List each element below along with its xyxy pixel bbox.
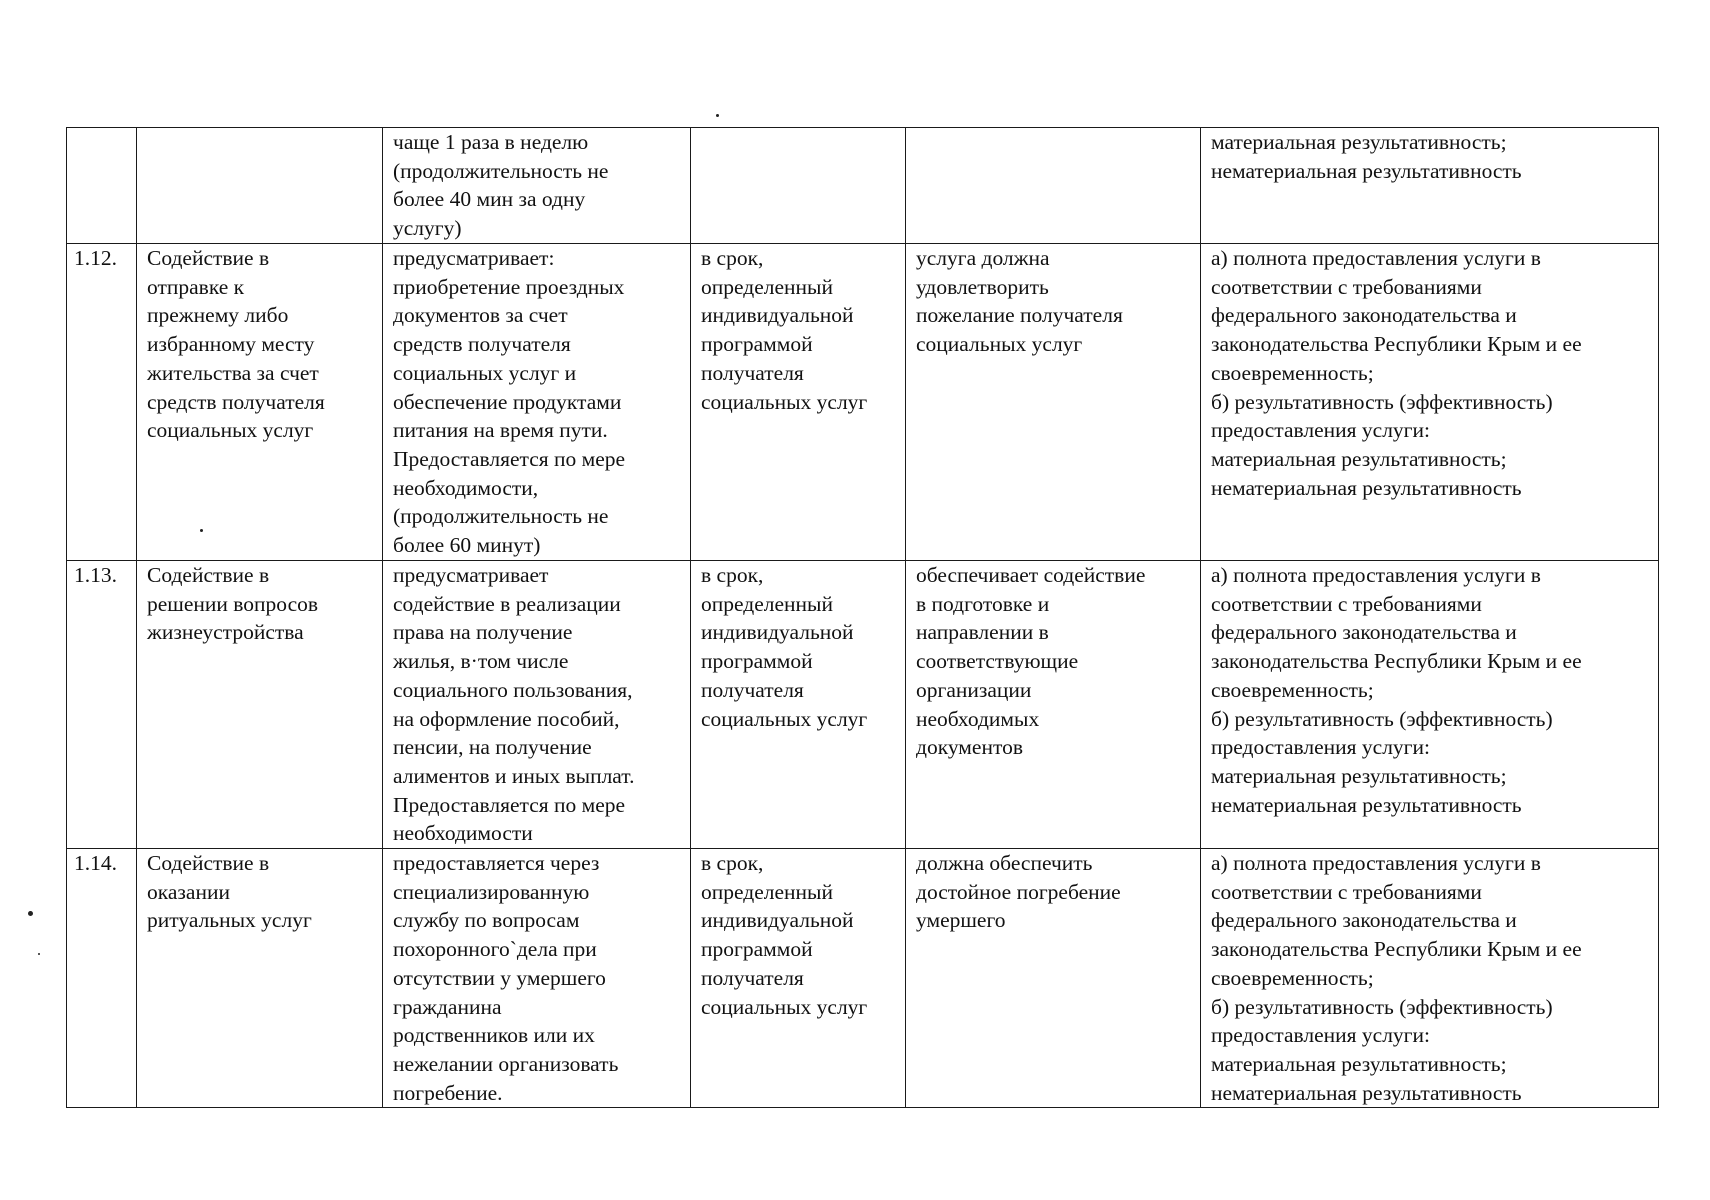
table-row	[67, 244, 1659, 561]
service-quality-cell: услуга должна удовлетворить пожелание получателя социальных услуг	[906, 244, 1201, 561]
table-row	[67, 561, 1659, 849]
service-quality-cell: должна обеспечить достойное погребение умершего	[906, 849, 1201, 1108]
service-name-cell: Содействие в отправке к прежнему либо избранному месту жительства за счет средств получателя социальных услуг	[137, 244, 383, 561]
scan-speck	[38, 953, 40, 955]
service-term-cell	[691, 128, 906, 244]
service-name-cell: Содействие в оказании ритуальных услуг	[137, 849, 383, 1108]
service-number-cell: 1.12.	[67, 244, 137, 561]
table-row	[67, 849, 1659, 1108]
service-quality-cell: обеспечивает содействие в подготовке и направлении в соответствующие организации необходимых документов	[906, 561, 1201, 849]
service-number-cell	[67, 128, 137, 244]
service-term-cell: в срок, определенный индивидуальной программой получателя социальных услуг	[691, 849, 906, 1108]
service-number-cell: 1.14.	[67, 849, 137, 1108]
service-content-cell: чаще 1 раза в неделю (продолжительность не более 40 мин за одну услугу)	[383, 128, 691, 244]
services-table	[66, 127, 1659, 1108]
scan-speck	[28, 911, 33, 916]
service-evaluation-cell: материальная результативность; нематериальная результативность	[1201, 128, 1659, 244]
service-evaluation-cell: а) полнота предоставления услуги в соответствии с требованиями федерального законодательства и законодательства Республики Крым и ее своевременность; б) результативность (эффективность) предоставления услуги: материальная результативность; нематериальная результативность	[1201, 561, 1659, 849]
table-row	[67, 128, 1659, 244]
service-content-cell: предусматривает: приобретение проездных документов за счет средств получателя социальных услуг и обеспечение продуктами питания на время пути. Предоставляется по мере необходимости, (продолжительность не более 60 минут)	[383, 244, 691, 561]
scan-speck	[716, 114, 719, 117]
service-content-cell: предоставляется через специализированную службу по вопросам похоронного`дела при отсутствии у умершего гражданина родственников или их нежелании организовать погребение.	[383, 849, 691, 1108]
service-name-cell: Содействие в решении вопросов жизнеустройства	[137, 561, 383, 849]
service-number-cell: 1.13.	[67, 561, 137, 849]
service-evaluation-cell: а) полнота предоставления услуги в соответствии с требованиями федерального законодательства и законодательства Республики Крым и ее своевременность; б) результативность (эффективность) предоставления услуги: материальная результативность; нематериальная результативность	[1201, 849, 1659, 1108]
service-quality-cell	[906, 128, 1201, 244]
service-content-cell: предусматривает содействие в реализации права на получение жилья, в·том числе социального пользования, на оформление пособий, пенсии, на получение алиментов и иных выплат. Предоставляется по мере необходимости	[383, 561, 691, 849]
service-term-cell: в срок, определенный индивидуальной программой получателя социальных услуг	[691, 244, 906, 561]
service-term-cell: в срок, определенный индивидуальной программой получателя социальных услуг	[691, 561, 906, 849]
service-evaluation-cell: а) полнота предоставления услуги в соответствии с требованиями федерального законодательства и законодательства Республики Крым и ее своевременность; б) результативность (эффективность) предоставления услуги: материальная результативность; нематериальная результативность	[1201, 244, 1659, 561]
service-name-cell	[137, 128, 383, 244]
